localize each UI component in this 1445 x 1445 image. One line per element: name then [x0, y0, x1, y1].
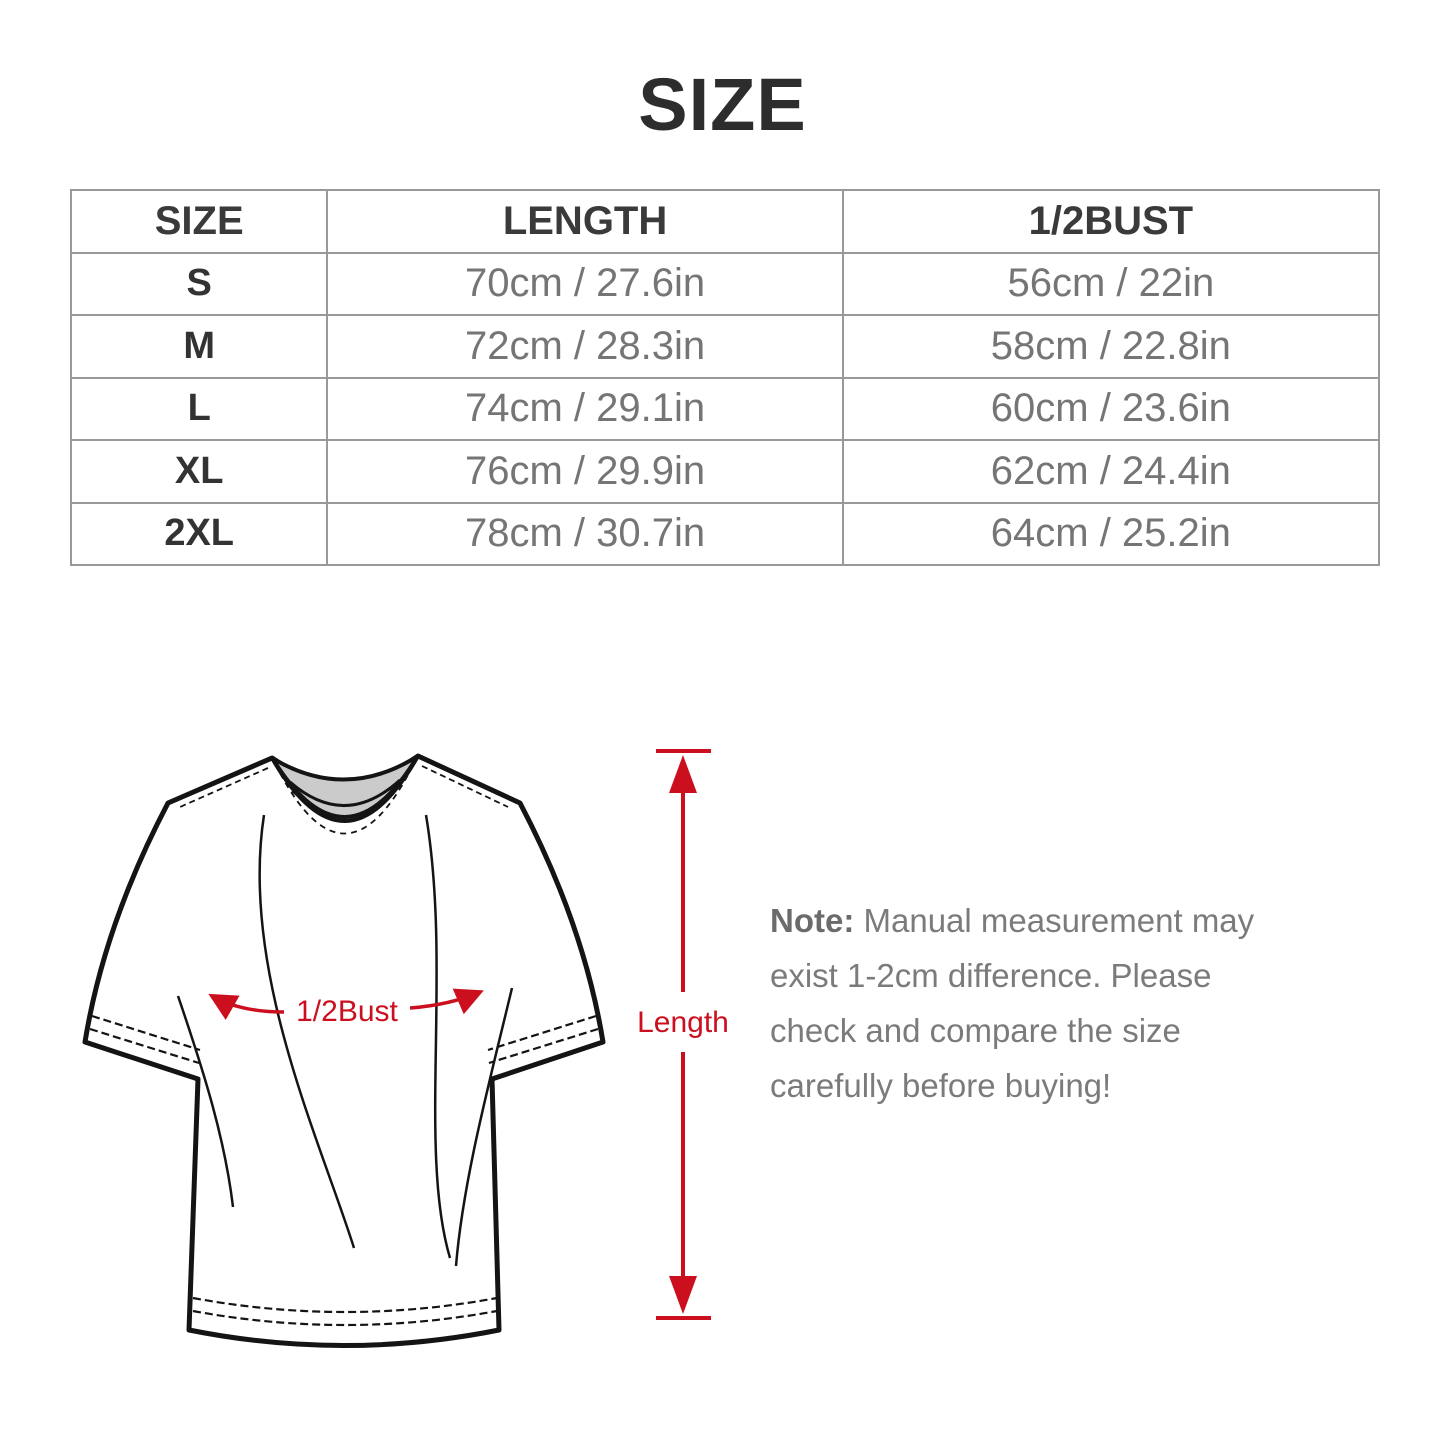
size-cell: XL — [71, 440, 327, 503]
page-title: SIZE — [638, 63, 807, 146]
tshirt-measurement-diagram — [40, 728, 760, 1428]
header-size: SIZE — [71, 190, 327, 253]
size-cell: S — [71, 253, 327, 316]
size-cell: L — [71, 378, 327, 441]
table-row — [71, 503, 1379, 566]
note-line1-text: Manual measurement may — [854, 902, 1255, 939]
length-cell: 76cm / 29.9in — [327, 440, 842, 503]
note-line — [770, 893, 1330, 948]
table-row — [71, 253, 1379, 316]
tshirt-outline — [85, 756, 603, 1346]
length-cell: 72cm / 28.3in — [327, 315, 842, 378]
note-line: check and compare the size — [770, 1012, 1181, 1049]
length-cell: 74cm / 29.1in — [327, 378, 842, 441]
note-label: Note: — [770, 902, 855, 939]
table-row — [71, 378, 1379, 441]
bust-cell: 58cm / 22.8in — [843, 315, 1379, 378]
table-row — [71, 440, 1379, 503]
size-table — [70, 189, 1380, 566]
length-label: Length — [637, 1006, 729, 1039]
length-cell: 78cm / 30.7in — [327, 503, 842, 566]
note-line: carefully before buying! — [770, 1067, 1112, 1104]
size-cell: M — [71, 315, 327, 378]
length-measure-arrow — [637, 751, 729, 1318]
bust-cell: 60cm / 23.6in — [843, 378, 1379, 441]
table-header-row — [71, 190, 1379, 253]
bust-cell: 56cm / 22in — [843, 253, 1379, 316]
table-row — [71, 315, 1379, 378]
header-bust: 1/2BUST — [843, 190, 1379, 253]
size-cell: 2XL — [71, 503, 327, 566]
bust-label: 1/2Bust — [296, 995, 398, 1028]
note-text — [770, 893, 1330, 1113]
bust-cell: 62cm / 24.4in — [843, 440, 1379, 503]
header-length: LENGTH — [327, 190, 842, 253]
length-cell: 70cm / 27.6in — [327, 253, 842, 316]
note-line: exist 1-2cm difference. Please — [770, 957, 1212, 994]
bust-cell: 64cm / 25.2in — [843, 503, 1379, 566]
